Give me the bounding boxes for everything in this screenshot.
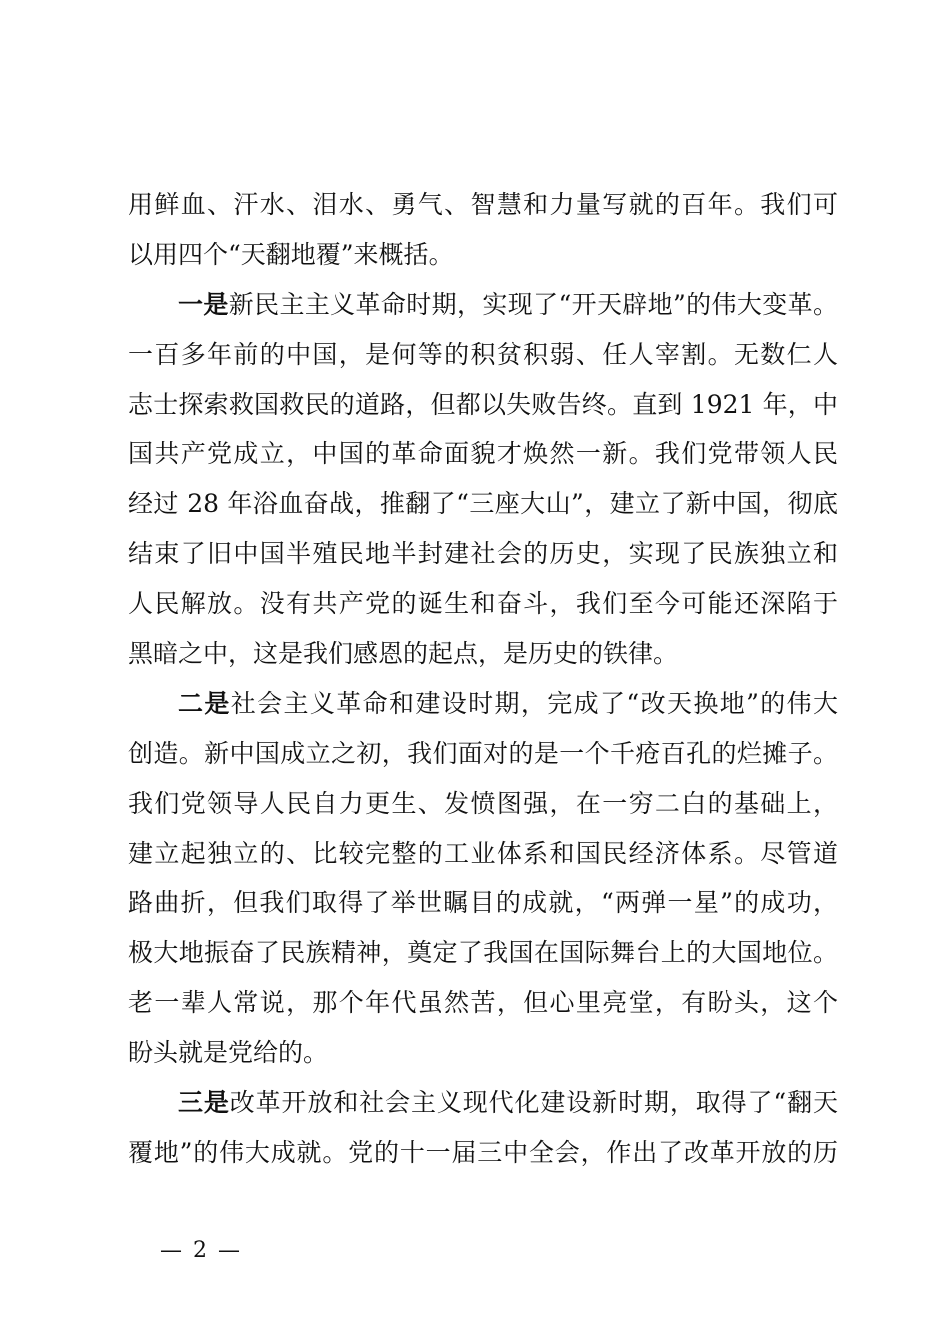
lead-first: 一是 xyxy=(178,289,229,319)
body-text xyxy=(128,180,838,1178)
text-line: 经过 28 年浴血奋战，推翻了“三座大山”，建立了新中国，彻底 xyxy=(128,489,838,519)
page-number: — 2 — xyxy=(160,1238,242,1263)
text-line: 创造。新中国成立之初，我们面对的是一个千疮百孔的烂摊子。 xyxy=(128,738,838,768)
paragraph-second-start xyxy=(128,679,838,729)
text-line: 黑暗之中，这是我们感恩的起点，是历史的铁律。 xyxy=(128,639,679,669)
text-line: 路曲折，但我们取得了举世瞩目的成就，“两弹一星”的成功， xyxy=(128,888,838,918)
text-line: 老一辈人常说，那个年代虽然苦，但心里亮堂，有盼头，这个 xyxy=(128,988,838,1018)
text-line: 人民解放。没有共产党的诞生和奋斗，我们至今可能还深陷于 xyxy=(128,589,838,619)
text-line: 建立起独立的、比较完整的工业体系和国民经济体系。尽管道 xyxy=(128,838,838,868)
text-line: 极大地振奋了民族精神，奠定了我国在国际舞台上的大国地位。 xyxy=(128,938,838,968)
text-line: 国共产党成立，中国的革命面貌才焕然一新。我们党带领人民 xyxy=(128,439,838,469)
paragraph-first-start xyxy=(128,280,838,330)
text-line: 新民主主义革命时期，实现了“开天辟地”的伟大变革。 xyxy=(228,289,838,319)
text-line: 志士探索救国救民的道路，但都以失败告终。直到 1921 年，中 xyxy=(128,389,838,419)
text-line: 盼头就是党给的。 xyxy=(128,1038,329,1068)
text-line: 社会主义革命和建设时期，完成了“改天换地”的伟大 xyxy=(230,688,838,718)
text-line: 覆地”的伟大成就。党的十一届三中全会，作出了改革开放的历 xyxy=(128,1137,838,1167)
text-line: 我们党领导人民自力更生、发愤图强，在一穷二白的基础上， xyxy=(128,788,838,818)
text-line: 改革开放和社会主义现代化建设新时期，取得了“翻天 xyxy=(229,1088,838,1118)
text-line: 用鲜血、汗水、泪水、勇气、智慧和力量写就的百年。我们可 xyxy=(128,190,838,219)
lead-second: 二是 xyxy=(178,688,231,718)
text-line: 以用四个“天翻地覆”来概括。 xyxy=(128,239,454,269)
text-line: 一百多年前的中国，是何等的积贫积弱、任人宰割。无数仁人 xyxy=(128,339,838,369)
lead-third: 三是 xyxy=(178,1088,230,1118)
text-line: 结束了旧中国半殖民地半封建社会的历史，实现了民族独立和 xyxy=(128,539,838,569)
paragraph-third-start xyxy=(128,1078,838,1128)
